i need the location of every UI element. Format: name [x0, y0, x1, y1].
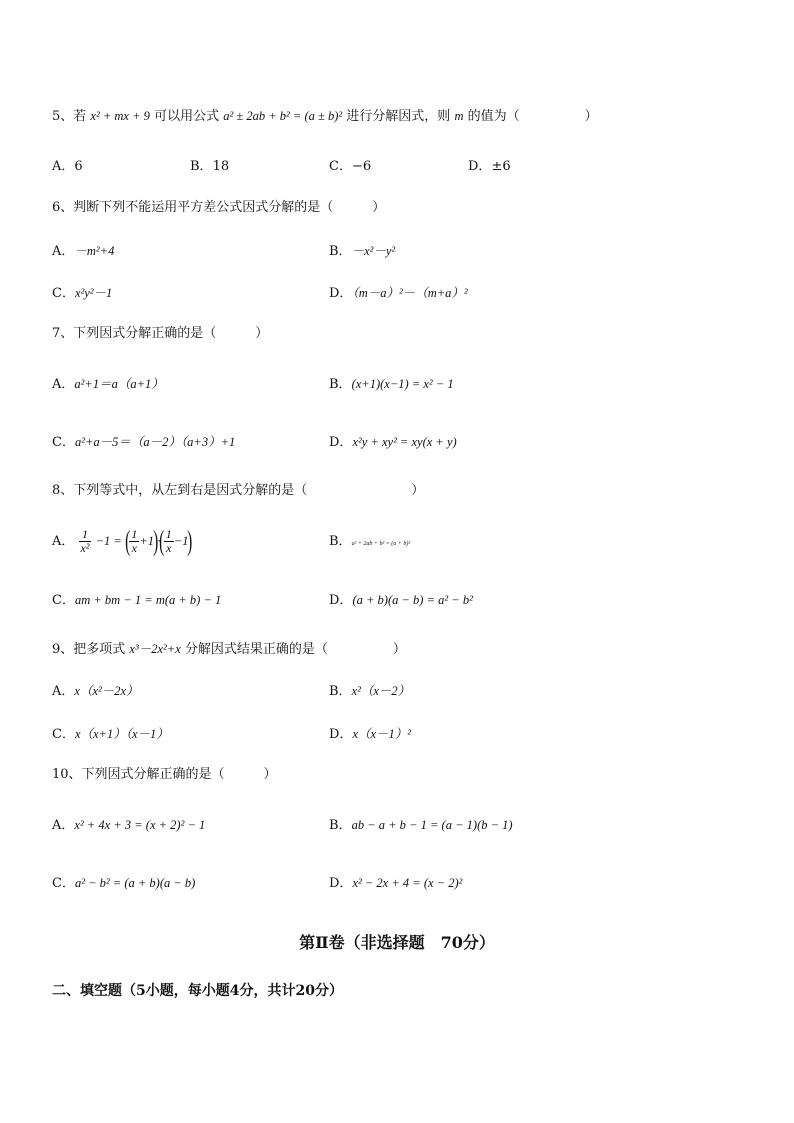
- option-label: D．: [329, 876, 353, 891]
- option-text: x²（x－2）: [351, 684, 411, 698]
- q10-option-c: [52, 873, 195, 894]
- left-paren: (: [159, 525, 165, 557]
- q10-option-b: [329, 815, 513, 836]
- numerator: 1: [79, 528, 92, 542]
- question-5-stem: [52, 106, 598, 127]
- option-text: 6: [74, 159, 83, 174]
- option-label: D．: [329, 286, 353, 301]
- option-label: C．: [52, 593, 75, 608]
- q9-option-a: [52, 681, 139, 702]
- q5-option-d: [468, 157, 511, 177]
- numerator: 1: [131, 527, 138, 541]
- fraction: [164, 528, 174, 555]
- option-label: D．: [468, 159, 492, 174]
- option-label: D．: [329, 435, 353, 450]
- q5-mid-text-2: 进行分解因式，则: [346, 109, 451, 124]
- option-text: −6: [351, 159, 372, 174]
- q6-option-c: [52, 283, 112, 304]
- q5-suffix: 的值为（ ）: [467, 109, 598, 124]
- option-text: x（x²－2x）: [74, 684, 139, 698]
- option-text: x² + 4x + 3 = (x + 2)² − 1: [74, 818, 206, 832]
- q5-mid-text: 可以用公式: [154, 109, 220, 124]
- section-2-title: 第Ⅱ卷（非选择题 70分）: [299, 933, 495, 952]
- option-label: B．: [329, 377, 352, 392]
- question-8-stem: 8、下列等式中，从左到右是因式分解的是（ ）: [52, 483, 425, 498]
- option-text: a² − b² = (a + b)(a − b): [74, 876, 196, 890]
- question-7-stem: 7、下列因式分解正确的是（ ）: [52, 326, 269, 341]
- q5-prefix: 5、若: [52, 109, 87, 124]
- option-label: A．: [52, 534, 75, 549]
- q7-option-a: [52, 374, 164, 395]
- q6-option-a: [52, 241, 114, 262]
- option-label: C．: [52, 286, 75, 301]
- q5-expression: x² + mx + 9: [90, 109, 150, 123]
- option-text: ab − a + b − 1 = (a − 1)(b − 1): [351, 818, 513, 832]
- option-text: x（x+1）（x－1）: [74, 727, 169, 741]
- option-text: ±6: [491, 159, 511, 174]
- option-text: am + bm − 1 = m(a + b) − 1: [74, 593, 222, 607]
- option-text: −1: [173, 534, 189, 548]
- option-text: a²+a－5＝（a－2）（a+3）+1: [74, 435, 236, 449]
- option-label: D．: [329, 727, 353, 742]
- option-text: （m－a）²－（m+a）²: [352, 286, 468, 300]
- option-text: x（x－1）²: [352, 727, 412, 741]
- denominator: x²: [80, 541, 90, 555]
- q5-option-b: [190, 157, 229, 177]
- q10-option-a: [52, 815, 205, 836]
- option-text: －x²－y²: [351, 244, 396, 258]
- option-label: B．: [329, 534, 352, 549]
- q10-option-d: [329, 873, 462, 894]
- option-label: A．: [52, 377, 75, 392]
- option-text: a² + 2ab + b² = (a + b)²: [351, 541, 411, 547]
- q8-option-d: [329, 590, 473, 611]
- dot: ·: [157, 534, 161, 548]
- fraction: [129, 528, 139, 555]
- option-text: x²y + xy² = xy(x + y): [352, 435, 457, 449]
- right-paren: ): [153, 525, 159, 557]
- option-label: B．: [329, 244, 352, 259]
- q8-option-a: [52, 524, 192, 559]
- question-6-stem: 6、判断下列不能运用平方差公式因式分解的是（ ）: [52, 200, 386, 215]
- option-text: －m²+4: [74, 244, 115, 258]
- q7-option-b: [329, 374, 454, 395]
- option-label: B．: [190, 159, 213, 174]
- q9-option-b: [329, 681, 410, 702]
- denominator: x: [166, 541, 172, 555]
- option-label: C．: [52, 727, 75, 742]
- option-text: x²y²－1: [74, 286, 113, 300]
- q9-suffix: 分解因式结果正确的是（ ）: [184, 642, 406, 657]
- q9-option-c: [52, 724, 169, 745]
- q6-option-d: [329, 283, 468, 304]
- q7-option-d: [329, 432, 457, 453]
- fraction: [79, 528, 92, 555]
- option-label: B．: [329, 818, 352, 833]
- q9-expression: x³－2x²+x: [129, 642, 181, 656]
- option-label: A．: [52, 159, 75, 174]
- right-paren: ): [187, 525, 193, 557]
- option-text: x² − 2x + 4 = (x − 2)²: [352, 876, 463, 890]
- section-2-subtitle: 二、填空题（5小题，每小题4分，共计20分）: [52, 983, 343, 999]
- question-9-stem: [52, 639, 406, 660]
- q5-var-m: m: [454, 109, 464, 123]
- option-label: C．: [329, 159, 352, 174]
- q9-option-d: [329, 724, 411, 745]
- option-text: 18: [212, 159, 230, 174]
- q9-prefix: 9、把多项式: [52, 642, 126, 657]
- q7-option-c: [52, 432, 235, 453]
- option-label: D．: [329, 593, 353, 608]
- question-10-stem: 10、下列因式分解正确的是（ ）: [52, 767, 277, 782]
- denominator: x: [131, 541, 137, 555]
- option-label: C．: [52, 435, 75, 450]
- q6-option-b: [329, 241, 395, 262]
- option-text: a²+1＝a（a+1）: [74, 377, 164, 391]
- q8-option-b: [329, 532, 410, 554]
- option-label: A．: [52, 684, 75, 699]
- option-label: C．: [52, 876, 75, 891]
- option-label: B．: [329, 684, 352, 699]
- q5-formula: a² ± 2ab + b² = (a ± b)²: [223, 109, 343, 123]
- q5-option-a: [52, 157, 83, 177]
- option-text: −1 =: [95, 534, 122, 548]
- option-label: A．: [52, 244, 75, 259]
- option-text: (a + b)(a − b) = a² − b²: [352, 593, 473, 607]
- q8-option-c: [52, 590, 221, 611]
- option-label: A．: [52, 818, 75, 833]
- option-text: +1: [139, 534, 155, 548]
- q5-option-c: [329, 157, 371, 177]
- left-paren: (: [125, 525, 131, 557]
- numerator: 1: [165, 527, 172, 541]
- option-text: (x+1)(x−1) = x² − 1: [351, 377, 454, 391]
